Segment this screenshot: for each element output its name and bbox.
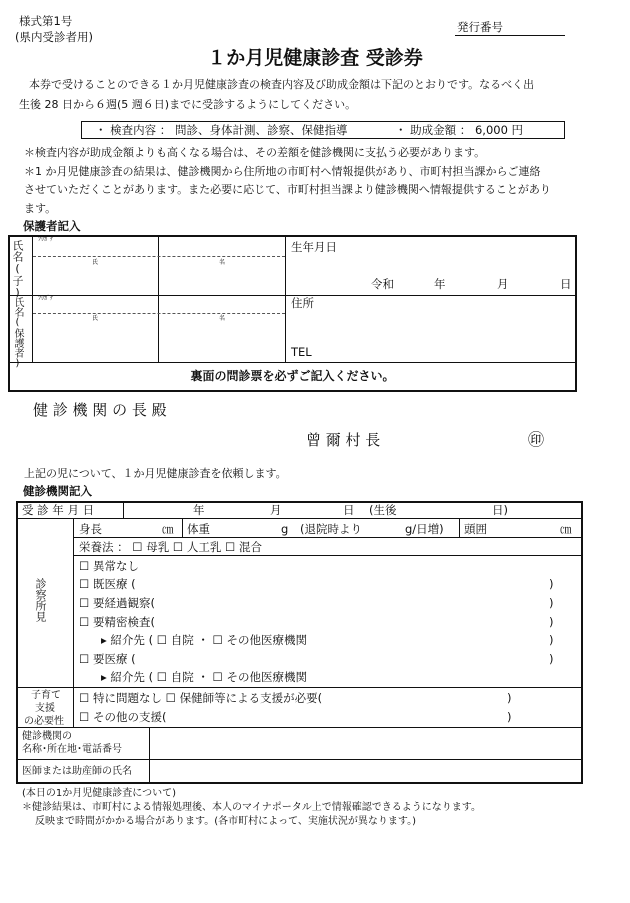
note-info-1: ＊1 か月児健康診査の結果は、健診機関から住所地の市町村へ情報提供があり、市町村担当課からご連絡 [24,165,541,178]
finding-needs-treatment: ☐ 要医療 ( [79,652,136,666]
child-furigana-label: ﾌﾘｶﾞﾅ [38,236,54,243]
head-circumference-label: 頭囲 [464,522,487,536]
usage-scope: (県内受診者用) [15,30,93,44]
daily-gain-unit: g/日増) [405,522,444,536]
guardian-section-title: 保護者記入 [23,219,81,233]
age-days-label: 日) [492,503,508,517]
referral-treatment: ▸ 紹介先 ( ☐ 自院 ・ ☐ その他医療機関 [101,670,307,684]
subsidy-amount: ・ 助成金額 ： 6,000 円 [395,123,524,137]
back-side-notice: 裏面の問診票を必ずご記入ください。 [190,369,395,383]
visit-date-label: 受 診 年 月 日 [22,503,95,517]
finding-needs-treatment-close: ) [549,652,554,666]
visit-day-label: 日 [343,503,355,517]
support-label-2: 支援 [35,703,55,714]
issuer: 曾 爾 村 長 [306,431,381,449]
guardian-furigana-label: ﾌﾘｶﾞﾅ [38,295,54,302]
support-label-1: 子育て [31,690,61,701]
clinic-section-title: 健診機関記入 [23,484,92,498]
address-label: 住所 [291,296,314,310]
support-label-3: の必要性 [24,716,64,727]
visit-year-label: 年 [193,503,205,517]
finding-follow-up-close: ) [549,596,554,610]
institution-label-2: 名称･所在地･電話番号 [22,744,122,755]
visit-month-label: 月 [270,503,282,517]
finding-normal: ☐ 異常なし [79,559,139,573]
head-unit: ㎝ [560,522,572,536]
child-given-label: 名 [219,259,226,266]
footer-heading: (本日の1か月児健康診査について) [22,788,176,799]
height-label: 身長 [79,522,102,536]
institution-label-1: 健診機関の [22,731,72,742]
request-text: 上記の児について、１か月児健康診査を依頼します。 [24,467,287,480]
weight-label: 体重 [187,522,210,536]
guardian-name-label: 氏名(保護者) [12,297,23,369]
finding-detailed-exam-close: ) [549,615,554,629]
birthdate-label: 生年月日 [291,240,337,254]
support-option-1-close: ) [507,691,512,705]
finding-under-treatment-close: ) [549,577,554,591]
referral-detailed: ▸ 紹介先 ( ☐ 自院 ・ ☐ その他医療機関 [101,633,307,647]
addressee: 健 診 機 関 の 長 殿 [33,401,167,419]
exam-findings-label: 診察所見 [34,578,47,622]
page-title: １か月児健康診査 受診券 [207,47,423,69]
footer-note-2: 反映まで時間がかかる場合があります。(各市町村によって、実施状況が異なります。) [35,816,417,827]
birth-year-label: 年 [434,277,446,291]
issue-number-label: 発行番号 [457,20,503,34]
child-family-label: 氏 [92,259,99,266]
support-option-2-close: ) [507,710,512,724]
intro-line-1: 本券で受けることのできる１か月児健康診査の検査内容及び助成金額は下記のとおりです。なるべく出 [29,78,535,91]
finding-detailed-exam: ☐ 要精密検査( [79,615,155,629]
birth-month-label: 月 [497,277,509,291]
discharge-gain-label: (退院時より [300,522,362,536]
height-unit: ㎝ [162,522,174,536]
note-info-2: させていただくことがあります。また必要に応じて、市町村担当課より健診機関へ情報提供することがあり [24,183,551,196]
seal-mark: ㊞ [528,430,545,449]
exam-items: ・ 検査内容 ： 問診、身体計測、診察、保健指導 [95,123,348,137]
era-label: 令和 [371,277,394,291]
form-number: 様式第1号 [19,14,73,28]
weight-unit: g [281,522,289,536]
note-cost: ＊検査内容が助成金額よりも高くなる場合は、その差額を健診機関に支払う必要があります。 [24,146,486,159]
guardian-given-label: 名 [219,315,226,322]
intro-line-2: 生後 28 日から６週(5 週６日)までに受診するようにしてください。 [19,98,357,111]
finding-under-treatment: ☐ 既医療 ( [79,577,136,591]
note-info-3: ます。 [24,202,57,215]
child-name-label: 氏名(子) [11,240,24,299]
guardian-family-label: 氏 [92,315,99,322]
issue-number-line [455,35,565,36]
footer-note-1: ＊健診結果は、市町村による情報処理後、本人のマイナポータル上で情報確認できるようになります。 [22,802,481,813]
age-prefix: (生後 [369,503,397,517]
doctor-name-label: 医師または助産師の氏名 [22,766,132,777]
support-option-1: ☐ 特に問題なし ☐ 保健師等による支援が必要( [79,691,323,705]
support-option-2: ☐ その他の支援( [79,710,167,724]
referral-detailed-close: ) [549,633,554,647]
birth-day-label: 日 [560,277,572,291]
finding-follow-up: ☐ 要経過観察( [79,596,155,610]
feeding-method: 栄養法 ： ☐ 母乳 ☐ 人工乳 ☐ 混合 [79,540,263,554]
tel-label: TEL [291,345,312,359]
